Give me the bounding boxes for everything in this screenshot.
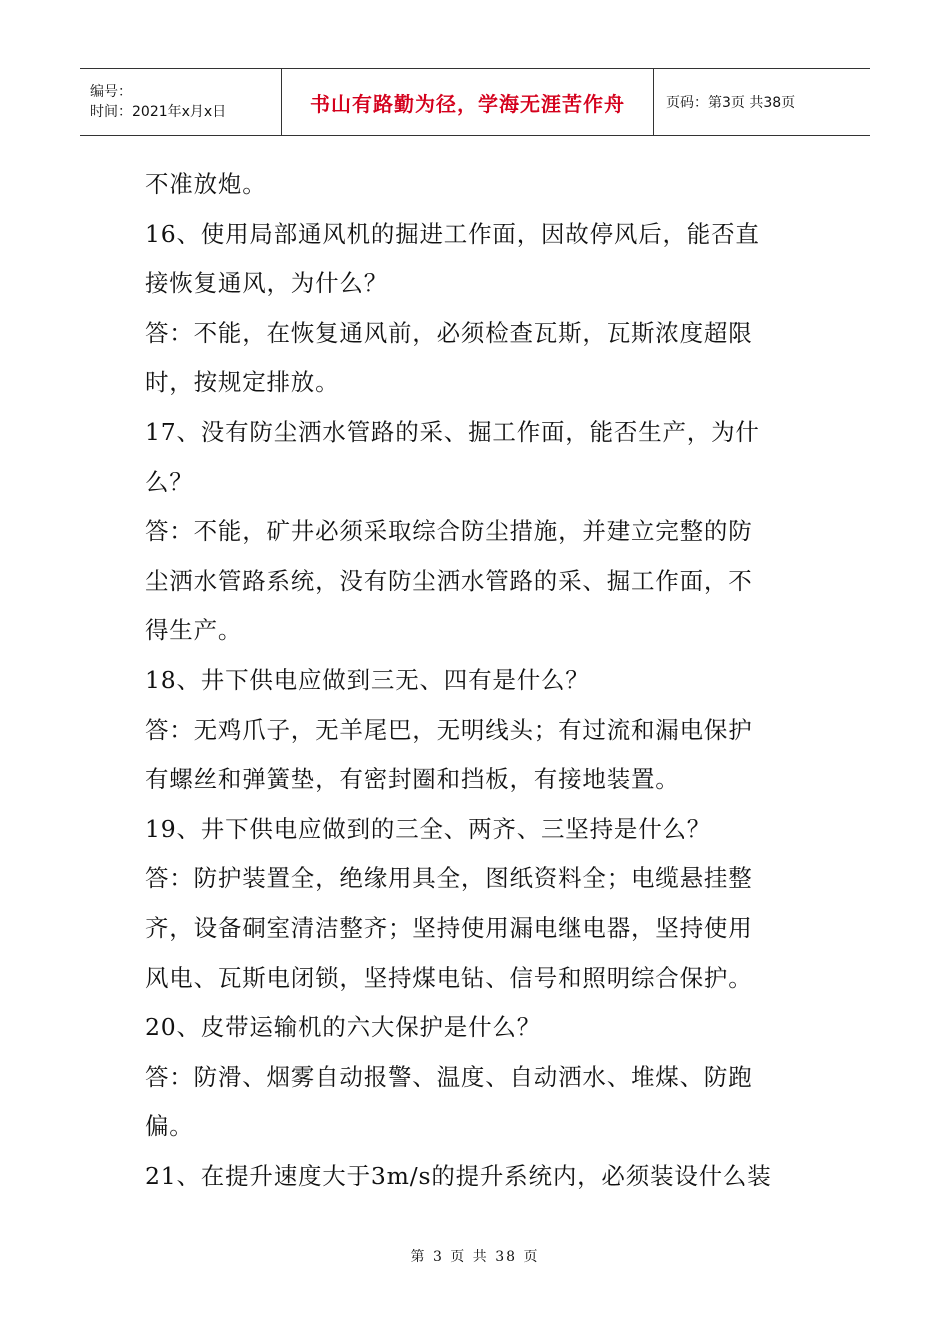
body-line: 18、井下供电应做到三无、四有是什么？ (145, 665, 590, 694)
header-motto-cell (282, 69, 654, 135)
body-line: 风电、瓦斯电闭锁，坚持煤电钻、信号和照明综合保护。 (145, 963, 753, 992)
body-line: 时，按规定排放。 (145, 368, 340, 397)
document-number-label: 编号： (90, 84, 132, 100)
body-line: 19、井下供电应做到的三全、两齐、三坚持是什么？ (145, 814, 712, 843)
body-line: 不准放炮。 (145, 170, 267, 198)
body-line: 答：不能，在恢复通风前，必须检查瓦斯，瓦斯浓度超限 (145, 318, 753, 347)
body-line: 答：防滑、烟雾自动报警、温度、自动洒水、堆煤、防跑 (145, 1062, 753, 1091)
header-page-info: 页码：第3页 共38页 (666, 95, 796, 111)
body-line: 齐，设备硐室清洁整齐；坚持使用漏电继电器，坚持使用 (145, 913, 753, 942)
body-line: 答：防护装置全，绝缘用具全，图纸资料全；电缆悬挂整 (145, 864, 753, 893)
body-line: 么？ (145, 467, 194, 496)
body-line: 尘洒水管路系统，没有防尘洒水管路的采、掘工作面，不 (145, 566, 753, 595)
body-line: 17、没有防尘洒水管路的采、掘工作面，能否生产，为什 (145, 417, 760, 446)
body-line: 偏。 (145, 1112, 194, 1141)
body-line: 21、在提升速度大于3m/s的提升系统内，必须装设什么装 (145, 1161, 772, 1190)
body-line: 16、使用局部通风机的掘进工作面，因故停风后，能否直 (145, 219, 760, 248)
body-line: 答：无鸡爪子，无羊尾巴，无明线头；有过流和漏电保护 (145, 715, 753, 744)
header-page-info-cell (654, 69, 870, 135)
body-line: 20、皮带运输机的六大保护是什么？ (145, 1013, 542, 1042)
body-line: 有螺丝和弹簧垫，有密封圈和挡板，有接地装置。 (145, 765, 680, 794)
document-date: 时间：2021年x月x日 (90, 104, 227, 120)
header-meta (80, 69, 282, 135)
document-body (145, 160, 810, 1201)
header-motto: 书山有路勤为径，学海无涯苦作舟 (310, 91, 625, 116)
body-line: 得生产。 (145, 616, 243, 645)
body-line: 答：不能，矿井必须采取综合防尘措施，并建立完整的防 (145, 517, 753, 546)
page-header (80, 68, 870, 136)
page-footer: 第 3 页 共 38 页 (410, 1249, 540, 1265)
body-line: 接恢复通风，为什么？ (145, 269, 388, 298)
